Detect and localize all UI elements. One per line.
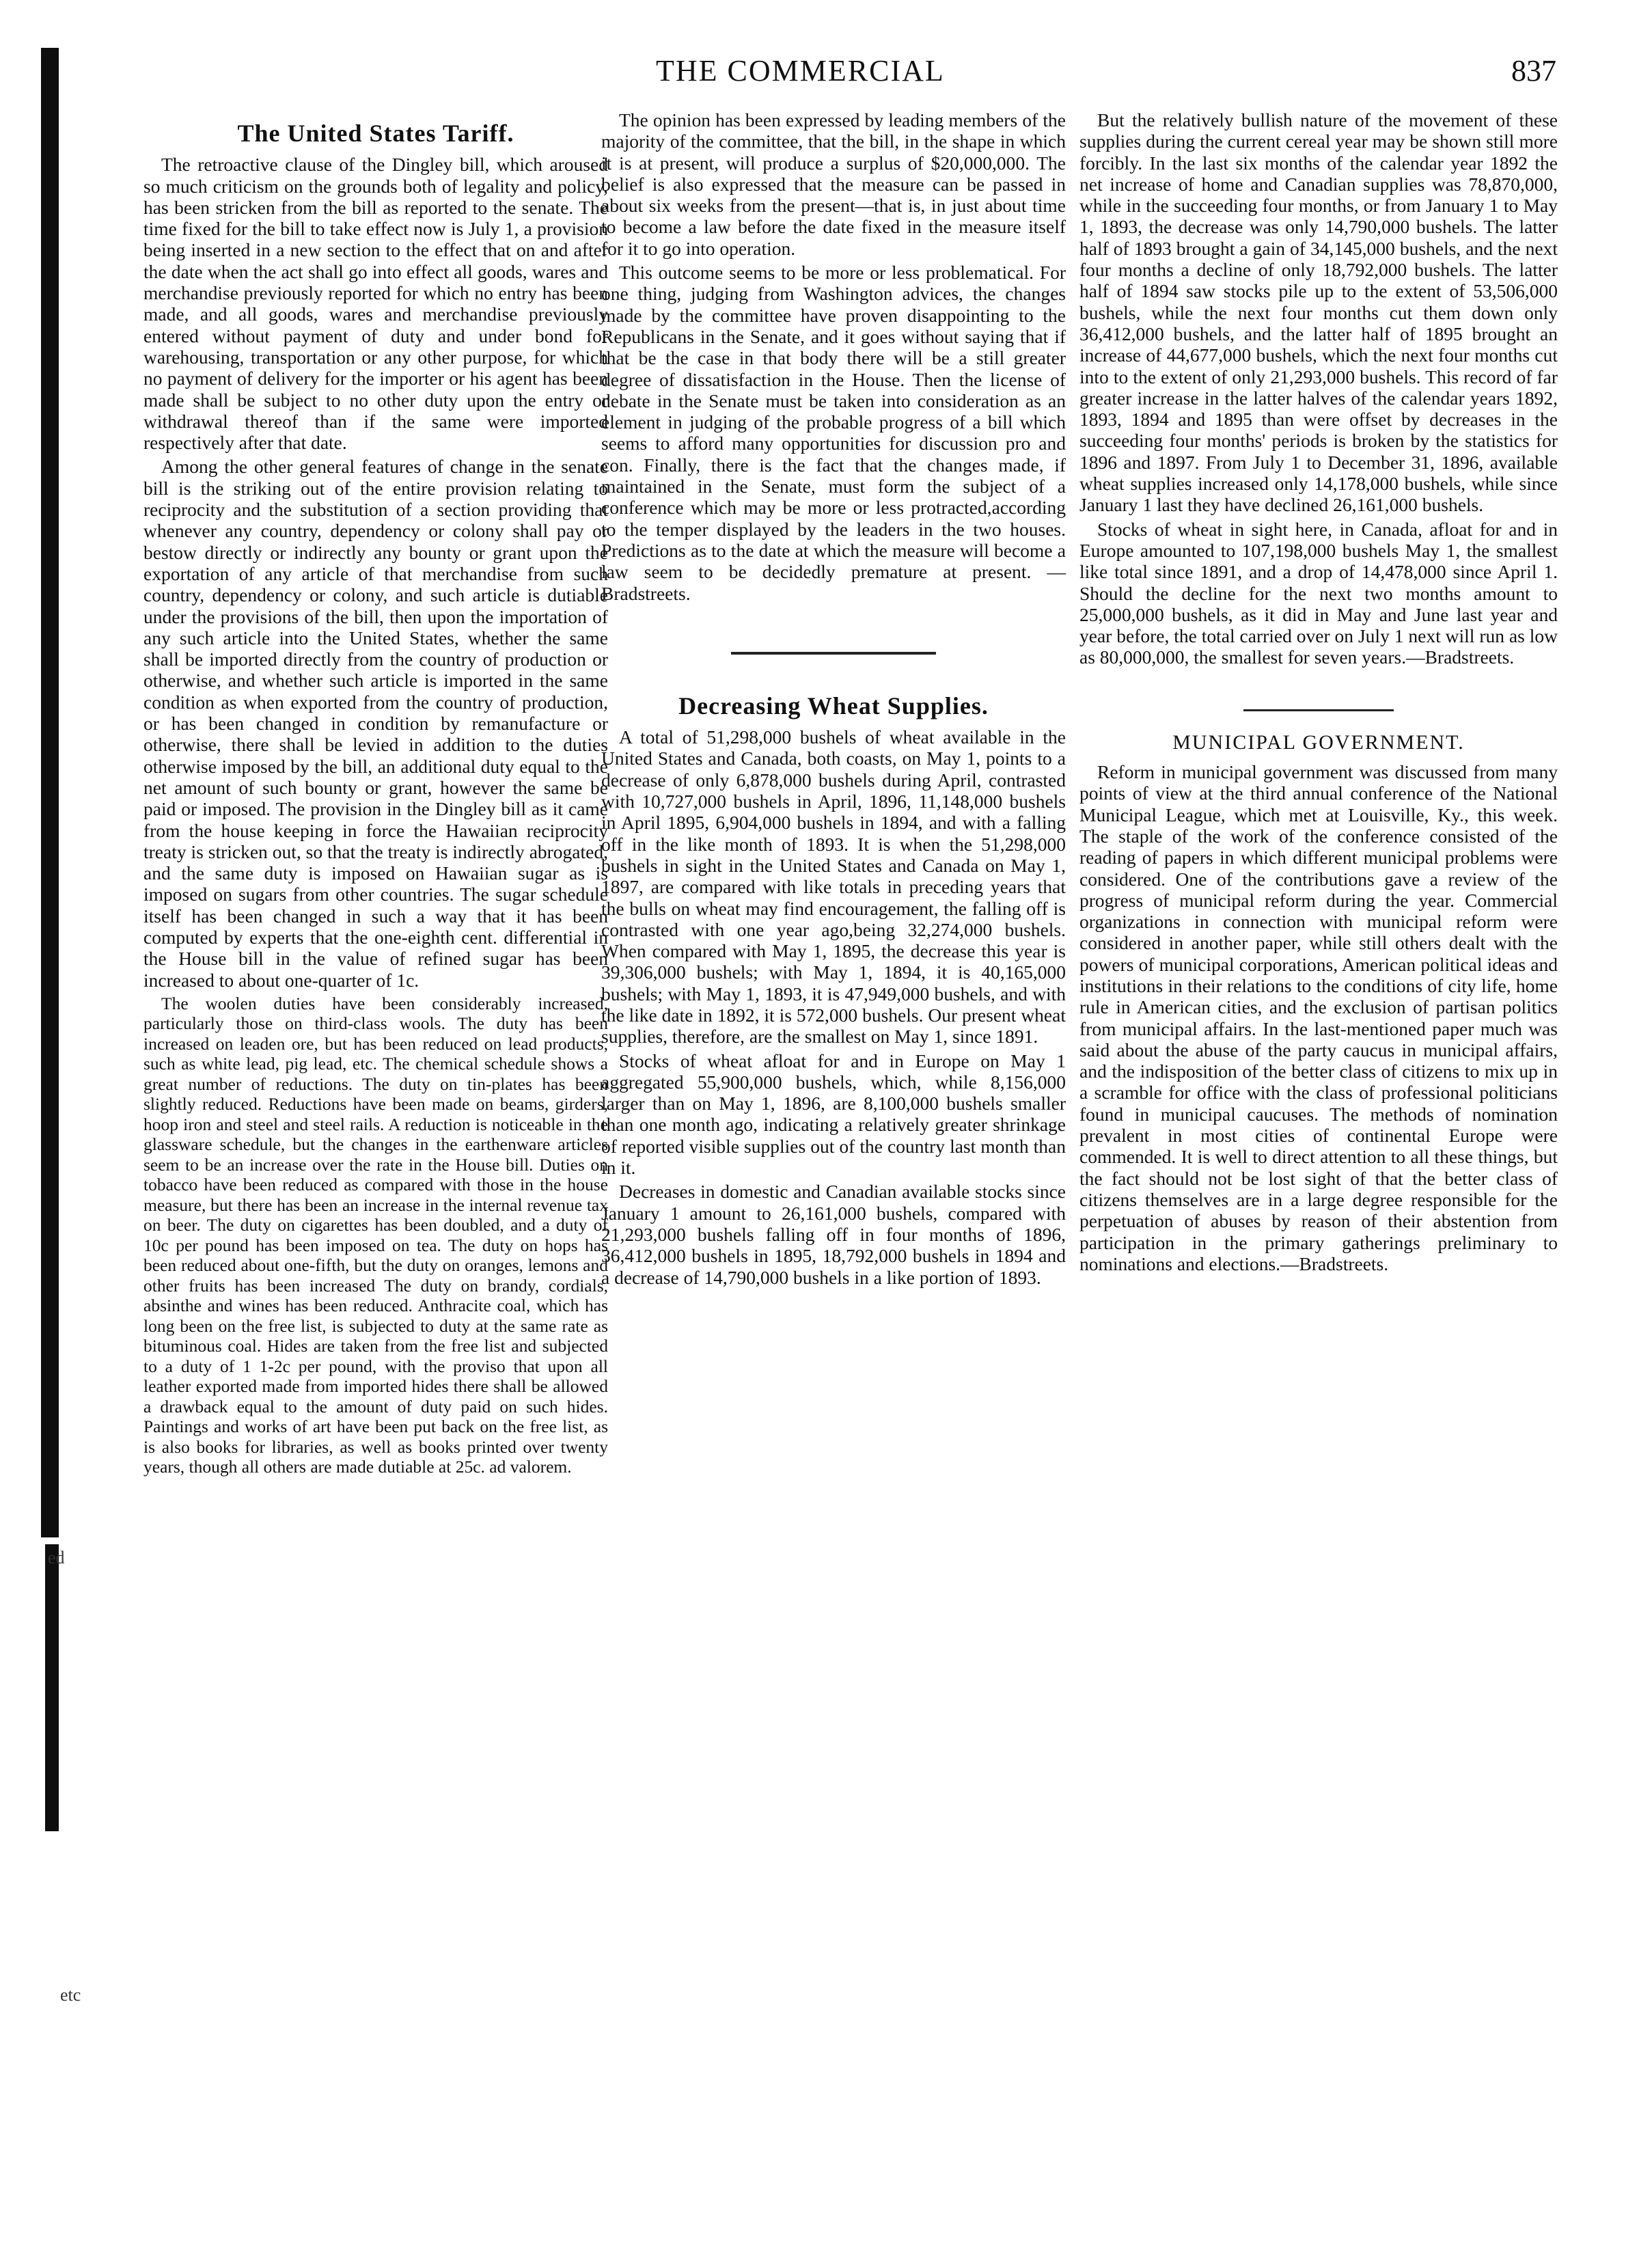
binding-edge-bar — [41, 48, 59, 1537]
article-paragraph: Decreases in domestic and Canadian available stocks since January 1 amount to 26,161,000 bushels, compared with 21,293,000 bushels falling off in four months of 1896, 36,412,000 bushels in 1895, 18,792,000 bushels in 1894 and a decrease of 14,790,000 bushels in a like portion of 1893. — [601, 1181, 1066, 1288]
article-paragraph: A total of 51,298,000 bushels of wheat available in the United States and Canada, both coasts, on May 1, points to a decrease of only 6,878,000 bushels during April, contrasted with 10,727,000 bushels in April, 1896, 11,148,000 bushels in April 1895, 6,904,000 bushels in 1894, and with a falling off in the like month of 1893. It is when the 51,298,000 bushels in sight in the United States and Canada on May 1, 1897, are compared with like totals in preceding years that the bulls on wheat may find encouragement, the falling off is contrasted with one year ago,being 32,274,000 bushels. When compared with May 1, 1895, the decrease this year is 39,306,000 bushels; with May 1, 1894, it is 40,165,000 bushels; with May 1, 1893, it is 47,949,000 bushels, and with the like date in 1892, it is 572,000 bushels. Our present wheat supplies, therefore, are the smallest on May 1, since 1891. — [601, 726, 1066, 1048]
article-title-wheat: Decreasing Wheat Supplies. — [678, 692, 989, 720]
article-paragraph: The opinion has been expressed by leading members of the majority of the committee, that the bill, in the shape in which it is at present, will produce a surplus of $20,000,000. The belief is also expressed that the measure can be passed in about six weeks from the present—that is, in just about time to become a law before the date fixed in the measure itself for it to go into operation. — [601, 109, 1066, 259]
article-paragraph: This outcome seems to be more or less problematical. For one thing, judging from Washington advices, the changes made by the committee have proven disappointing to the Republicans in the Senate, and it goes without saying that if that be the case in that body there will be a still greater degree of dissatisfaction in the House. Then the license of debate in the Senate must be taken into consideration as an element in judging of the probable progress of a bill which seems to afford many opportunities for discussion pro and con. Finally, there is the fact that the changes made, if maintained in the Senate, must form the subject of a conference which may be more or less protracted,according to the temper displayed by the leaders in the two houses. Predictions as to the date at which the measure will become a law seem to be decidedly premature at present. —Bradstreets. — [601, 262, 1066, 604]
article-paragraph: Reform in municipal government was discussed from many points of view at the third annual conference of the National Municipal League, which met at Louisville, Ky., this week. The staple of the work of the conference consisted of the reading of papers in which different municipal problems were considered. One of the contributions gave a review of the progress of municipal reform during the year. Commercial organizations in connection with municipal reform were considered in another paper, while still others dealt with the powers of municipal corporations, American political ideas and institutions in their relations to the conditions of city life, home rule in American cities, and the exclusion of partisan politics from municipal affairs. In the last-mentioned paper much was said about the abuse of the party caucus in municipal affairs, and the indisposition of the better class of citizens to mix up in a scramble for office with the class of professional politicians found in municipal caucuses. The methods of nomination prevalent in most cities of continental Europe were commended. It is well to direct attention to all these things, but the fact should not be lost sight of that the better class of citizens themselves are in a large degree responsible for the perpetuation of abuses by reason of their abstention from participation in the primary gatherings preliminary to nominations and elections.—Bradstreets. — [1079, 761, 1558, 1274]
article-paragraph: But the relatively bullish nature of the movement of these supplies during the current cereal year may be shown still more forcibly. In the last six months of the calendar year 1892 the net increase of home and Canadian supplies was 78,870,000, while in the succeeding four months, or from January 1 to May 1, 1893, the decrease was only 14,790,000 bushels. The latter half of 1893 brought a gain of 34,145,000 bushels, and the next four months a decline of only 18,792,000 bushels. The latter half of 1894 saw stocks pile up to the extent of 53,506,000 bushels, while the next four months cut them down only 36,412,000 bushels, and the latter half of 1895 brought an increase of 44,677,000 bushels, which the next four months cut into to the extent of only 21,293,000 bushels. This record of far greater increase in the latter halves of the calendar years 1892, 1893, 1894 and 1895 than were offset by decreases in the succeeding four months' periods is broken by the statistics for 1896 and 1897. From July 1 to December 31, 1896, available wheat supplies increased only 14,178,000 bushels, while since January 1 last they have declined 26,161,000 bushels. — [1079, 109, 1558, 516]
margin-fragment: ed — [48, 1548, 65, 1567]
section-divider — [731, 652, 936, 655]
section-divider — [1243, 709, 1394, 711]
page-number: 837 — [1511, 54, 1556, 87]
column-3 — [1079, 109, 1558, 1277]
article-paragraph: Stocks of wheat afloat for and in Europe on May 1 aggregated 55,900,000 bushels, which, while 8,156,000 larger than on May 1, 1896, are 8,100,000 bushels smaller than one month ago, indicating a relatively greater shrinkage of reported visible supplies out of the country last month than in it. — [601, 1050, 1066, 1179]
article-paragraph: Stocks of wheat in sight here, in Canada, afloat for and in Europe amounted to 107,198,000 bushels May 1, the smallest like total since 1891, and a drop of 14,478,000 since April 1. Should the decline for the next two months amount to 25,000,000 bushels, as it did in May and June last year and year before, the total carried over on July 1 next will run as low as 80,000,000, the smallest for seven years.—Bradstreets. — [1079, 518, 1558, 668]
article-paragraph: Among the other general features of change in the senate bill is the striking out of the entire provision relating to reciprocity and the substitution of a section providing that whenever any country, dependency or colony shall pay or bestow directly or indirectly any bounty or grant upon the exportation of any article of that merchandise from such country, dependency or colony, and such article is dutiable under the provisions of the bill, then upon the importation of any such article into the United States, whether the same shall be imported directly from the country of production or otherwise, and whether such article is imported in the same condition as when exported from the country of production, or has been changed in condition by remanufacture or otherwise, there shall be levied in addition to the duties otherwise imposed by the bill, an additional duty equal to the net amount of such bounty or grant, however the same be paid or imposed. The provision in the Dingley bill as it came from the house keeping in force the Hawaiian reciprocity treaty is stricken out, so that the treaty is indirectly abrogated, and the same duty is imposed on Hawaiian sugar as is imposed on sugars from other countries. The sugar schedule itself has been changed in such a way that it has been computed by experts that the one-eighth cent. differential in the House bill in the value of refined sugar has been increased to about one-quarter of 1c. — [143, 456, 608, 991]
column-1 — [143, 109, 608, 1480]
column-2 — [601, 109, 1066, 1291]
article-title-municipal: MUNICIPAL GOVERNMENT. — [1172, 730, 1465, 754]
article-title-tariff: The United States Tariff. — [237, 120, 514, 147]
margin-fragment: etc — [60, 1985, 81, 2005]
article-paragraph: The woolen duties have been considerably increased, particularly those on third-class wools. The duty has been increased on leaden ore, but has been reduced on lead products, such as white lead, pig lead, etc. The chemical schedule shows a great number of reductions. The duty on tin-plates has been slightly reduced. Reductions have been made on beams, girders, hoop iron and steel and steel rails. A reduction is noticeable in the glassware schedule, but the changes in the earthenware articles seem to be an increase over the rate in the House bill. Duties on tobacco have been reduced as compared with those in the house measure, but there has been an increase in the internal revenue tax on beer. The duty on cigarettes has been doubled, and a duty of 10c per pound has been imposed on tea. The duty on hops has been reduced about one-fifth, but the duty on oranges, lemons and other fruits has been increased The duty on brandy, cordials, absinthe and wines has been reduced. Anthracite coal, which has long been on the free list, is subjected to duty at the same rate as bituminous coal. Hides are taken from the free list and subjected to a duty of 1 1-2c per pound, with the proviso that upon all leather exported made from imported hides there shall be allowed a drawback equal to the amount of duty paid on such hides. Paintings and works of art have been put back on the free list, as is also books for libraries, as well as books printed over twenty years, though all others are made dutiable at 25c. ad valorem. — [143, 993, 608, 1477]
binding-edge-bar-lower — [45, 1544, 59, 1831]
article-paragraph: The retroactive clause of the Dingley bill, which aroused so much criticism on the grounds both of legality and policy, has been stricken from the bill as reported to the senate. The time fixed for the bill to take effect now is July 1, a provision being inserted in a new section to the effect that on and after the date when the act shall go into effect all goods, wares and merchandise previously reported for which no entry has been made, and all goods, wares and merchandise previously entered without payment of duty and under bond for warehousing, transportation or any other purpose, for which no payment of delivery for the importer or his agent has been made shall be subject to no other duty upon the entry or withdrawal thereof than if the same were imported respectively after that date. — [143, 154, 608, 454]
page-header-title: THE COMMERCIAL — [656, 54, 945, 87]
